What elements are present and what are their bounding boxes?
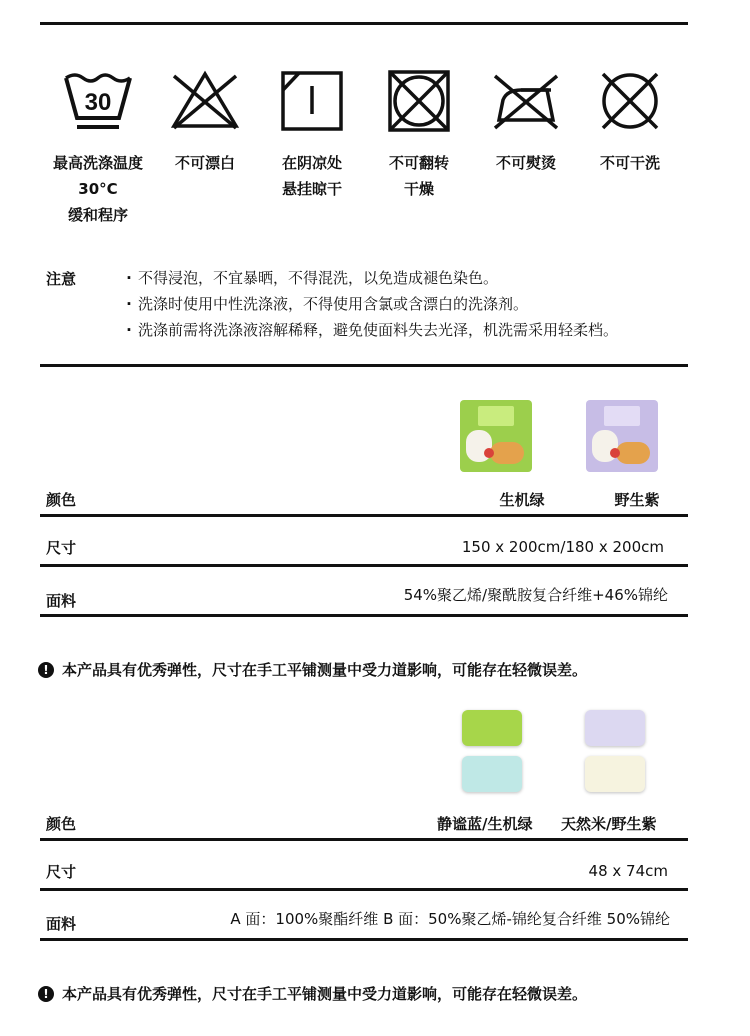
care-label-no-tumble: 不可翻转 干燥 <box>388 154 449 198</box>
care-item-no-tumble <box>364 70 474 202</box>
care-label-no-dry-clean: 不可干洗 <box>599 154 660 172</box>
row-divider <box>40 838 688 841</box>
fabric-label: 面料 <box>46 592 77 610</box>
fabric-label: 面料 <box>46 915 77 933</box>
no-iron-icon <box>491 70 561 132</box>
care-item-no-dry-clean <box>575 70 685 176</box>
care-item-wash-30 <box>43 70 153 228</box>
drip-dry-shade-icon <box>277 70 347 132</box>
color-name-purple: 野生紫 <box>614 491 660 509</box>
wash-temp-text: 30 <box>84 89 112 116</box>
warning-note <box>38 983 587 1004</box>
color-label: 颜色 <box>46 491 77 509</box>
row-divider <box>40 888 688 891</box>
care-label-no-iron: 不可熨烫 <box>495 154 556 172</box>
care-item-no-iron <box>471 70 581 176</box>
exclamation-icon: ! <box>38 986 54 1002</box>
pillow-image-purple <box>585 710 645 746</box>
fabric-value: 54%聚乙烯/聚酰胺复合纤维+46%锦纶 <box>403 586 668 604</box>
note-item: · 洗涤时使用中性洗涤液，不得使用含氯或含漂白的洗涤剂。 <box>120 291 618 317</box>
warning-text: 本产品具有优秀弹性，尺寸在手工平铺测量中受力道影响，可能存在轻微误差。 <box>62 661 588 679</box>
no-dry-clean-icon <box>595 70 665 132</box>
exclamation-icon: ! <box>38 662 54 678</box>
pillow-image-beige <box>585 756 645 792</box>
top-divider <box>40 22 688 25</box>
warning-note <box>38 659 587 680</box>
row-divider <box>40 514 688 517</box>
warning-text: 本产品具有优秀弹性，尺寸在手工平铺测量中受力道影响，可能存在轻微误差。 <box>62 985 588 1003</box>
pillow-image-blue <box>462 756 522 792</box>
care-label-wash: 最高洗涤温度 30°C 缓和程序 <box>52 154 143 224</box>
size-label: 尺寸 <box>46 539 77 557</box>
swatch-image-purple <box>586 400 658 472</box>
fabric-value: A 面：100%聚酯纤维 B 面：50%聚乙烯-锦纶复合纤维 50%锦纶 <box>230 910 670 928</box>
care-item-drip-dry <box>257 70 367 202</box>
note-item: · 不得浸泡，不宜暴晒，不得混洗，以免造成褪色染色。 <box>120 265 618 291</box>
size-value: 48 x 74cm <box>588 862 668 880</box>
wash-30-icon <box>63 70 133 132</box>
care-label-drip-dry: 在阴凉处 悬挂晾干 <box>281 154 342 198</box>
color-name-green: 生机绿 <box>499 491 545 509</box>
row-divider <box>40 614 688 617</box>
color-name-beige-purple: 天然米/野生紫 <box>561 815 657 833</box>
no-bleach-icon <box>170 70 240 132</box>
care-item-no-bleach <box>150 70 260 176</box>
notes-list <box>120 265 618 343</box>
care-label-no-bleach: 不可漂白 <box>174 154 235 172</box>
size-value: 150 x 200cm/180 x 200cm <box>461 538 664 556</box>
color-name-blue-green: 静谧蓝/生机绿 <box>437 815 533 833</box>
no-tumble-dry-icon <box>384 70 454 132</box>
section-divider <box>40 364 688 367</box>
color-label: 颜色 <box>46 815 77 833</box>
row-divider <box>40 938 688 941</box>
row-divider <box>40 564 688 567</box>
notes-label: 注意 <box>46 270 77 288</box>
pillow-image-green <box>462 710 522 746</box>
swatch-image-green <box>460 400 532 472</box>
note-item: · 洗涤前需将洗涤液溶解稀释，避免使面料失去光泽，机洗需采用轻柔档。 <box>120 317 618 343</box>
size-label: 尺寸 <box>46 863 77 881</box>
